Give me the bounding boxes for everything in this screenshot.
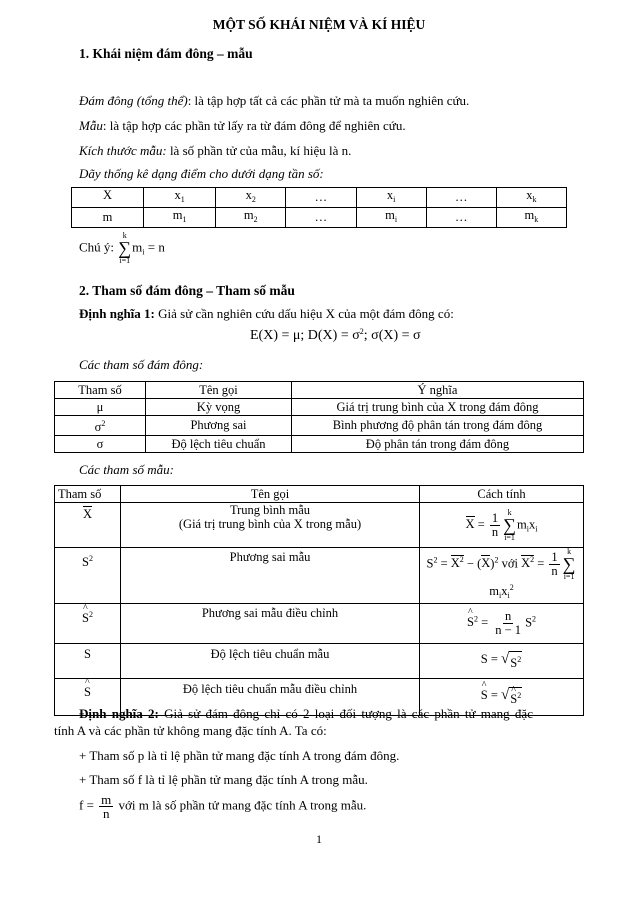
note-line: Chú ý: k ∑ i=1 $m_i = n$: [79, 231, 165, 265]
sample-row-std: [55, 644, 584, 679]
pop-table-row: [55, 416, 584, 436]
variance-symbol: $S^2$: [55, 548, 121, 604]
freq-cell: X: [72, 188, 144, 208]
definition1: [79, 306, 454, 322]
freq-cell: …: [286, 188, 356, 208]
sample-header-cell: Tên gọi: [121, 486, 420, 503]
bullet-f: + Tham số f là tỉ lệ phần tử mang đặc tính A trong mẫu.: [79, 772, 368, 787]
sample-term: Mẫu: [79, 118, 103, 133]
pop-name-cell: Độ lệch tiêu chuẩn: [146, 436, 292, 453]
mean-name: Trung bình mẫu (Giá trị trung bình của X trong mẫu): [121, 503, 420, 548]
pop-table-row: [55, 436, 584, 453]
freq-cell: $x_2$: [216, 188, 286, 208]
freq-cell: $x_k$: [496, 188, 566, 208]
note-rhs: = n: [144, 239, 165, 255]
pop-name-cell: Kỳ vọng: [146, 399, 292, 416]
sample-row-mean: [55, 503, 584, 548]
frequency-row-m: [72, 208, 567, 228]
sample-table-header: [55, 486, 584, 503]
sample-header-cell: Cách tính: [420, 486, 584, 503]
frequency-row-x: [72, 188, 567, 208]
variance-name: Phương sai mẫu: [121, 548, 420, 604]
std-formula: S = √ $S^2$: [420, 644, 584, 679]
adjusted-variance-symbol: ^ $S^2$: [55, 604, 121, 644]
pop-name-cell: Phương sai: [146, 416, 292, 436]
section2-heading: 2. Tham số đám đông – Tham số mẫu: [79, 283, 295, 298]
mean-formula: X = $\frac{1}{n}$ k ∑ i=1 $m_ix_i$: [420, 503, 584, 548]
sum-symbol: k ∑ i=1: [118, 231, 132, 265]
variance-formula: $S^2 = X^2 - (X)^2$ với $X^2$ = $\frac{1}{n}$ k ∑ i=1 $m_ix_i^2$: [420, 548, 584, 604]
adjusted-std-symbol: ^ S: [55, 679, 121, 716]
page-number: 1: [316, 832, 322, 846]
pop-header-cell: Tên gọi: [146, 382, 292, 399]
definition2-line2: tính A và các phần tử không mang đặc tính A. Ta có:: [54, 723, 327, 738]
freq-cell: …: [426, 188, 496, 208]
freq-cell: $m_k$: [496, 208, 566, 228]
population-definition: [79, 93, 469, 109]
population-text: : là tập hợp tất cả các phần tử mà ta muốn nghiên cứu.: [187, 93, 470, 108]
pop-meaning-cell: Giá trị trung bình của X trong đám đông: [292, 399, 584, 416]
definition1-label: Định nghĩa 1:: [79, 306, 155, 321]
sample-params-label: Các tham số mẫu:: [79, 462, 174, 477]
freq-cell: $x_1$: [144, 188, 216, 208]
pop-table-header: [55, 382, 584, 399]
note-label: Chú ý:: [79, 239, 115, 255]
std-symbol: S: [55, 644, 121, 679]
freq-cell: m: [72, 208, 144, 228]
adjusted-variance-formula: ^ $S^2$ = $\frac{n}{n - 1}$ $S^2$: [420, 604, 584, 644]
definition2-line1: [79, 706, 533, 722]
freq-cell: $m_2$: [216, 208, 286, 228]
adjusted-variance-name: Phương sai mẫu điều chỉnh: [121, 604, 420, 644]
freq-cell: $x_i$: [356, 188, 426, 208]
std-name: Độ lệch tiêu chuẩn mẫu: [121, 644, 420, 679]
definition2-label: Định nghĩa 2:: [79, 706, 159, 721]
pop-header-cell: Tham số: [55, 382, 146, 399]
sample-definition: [79, 118, 406, 134]
sample-row-adjusted-variance: [55, 604, 584, 644]
f-definition-text: với m là số phần tử mang đặc tính A trong mẫu.: [115, 797, 367, 813]
definition1-text: Giả sử cần nghiên cứu dấu hiệu X của một đám đông có:: [154, 306, 454, 321]
bullet-p: + Tham số p là tỉ lệ phần tử mang đặc tính A trong đám đông.: [79, 748, 400, 763]
definition2-text1: Giả sử đám đông chỉ có 2 loại đối tượng là các phần tử mang đặc: [158, 706, 533, 721]
freq-cell: …: [426, 208, 496, 228]
adjusted-std-formula: ^ S = √ ^ $S^2$: [420, 679, 584, 716]
pop-param-cell: μ: [55, 399, 146, 416]
freq-cell: $m_1$: [144, 208, 216, 228]
sample-row-variance: [55, 548, 584, 604]
freq-cell: $m_i$: [356, 208, 426, 228]
pop-table-row: [55, 399, 584, 416]
pop-meaning-cell: Độ phân tán trong đám đông: [292, 436, 584, 453]
note-formula: m: [132, 239, 143, 255]
sample-text: : là tập hợp các phần tử lấy ra từ đám đông để nghiên cứu.: [102, 118, 406, 133]
frequency-table: [71, 187, 567, 228]
section1-heading: 1. Khái niệm đám đông – mẫu: [79, 46, 253, 61]
freq-cell: …: [286, 208, 356, 228]
adjusted-std-name: Độ lệch tiêu chuẩn mẫu điều chỉnh: [121, 679, 420, 716]
population-term: Đám đông (tổng thể): [79, 93, 188, 108]
f-formula-line: f = $\frac{m}{n}$ với m là số phần tử mang đặc tính A trong mẫu.: [79, 792, 367, 821]
pop-header-cell: Ý nghĩa: [292, 382, 584, 399]
pop-param-cell: σ: [55, 436, 146, 453]
mean-symbol: X: [55, 503, 121, 548]
page-title: MỘT SỐ KHÁI NIỆM VÀ KÍ HIỆU: [212, 17, 426, 32]
sample-header-cell: Tham số: [55, 486, 121, 503]
sample-size-term: Kích thước mẫu:: [79, 143, 167, 158]
sample-params-table: [54, 485, 584, 716]
population-params-label: Các tham số đám đông:: [79, 357, 204, 372]
pop-param-cell: $\sigma^2$: [55, 416, 146, 436]
population-params-table: [54, 381, 584, 453]
series-line: Dãy thống kê dạng điểm cho dưới dạng tần số:: [79, 166, 324, 181]
sample-size-definition: [79, 143, 351, 159]
pop-meaning-cell: Bình phương độ phân tán trong đám đông: [292, 416, 584, 436]
definition1-formula: E(X) = μ; $D(X) = \sigma^2$; σ(X) = σ: [250, 327, 421, 343]
sample-size-text: là số phần tử của mẫu, kí hiệu là n.: [166, 143, 352, 158]
